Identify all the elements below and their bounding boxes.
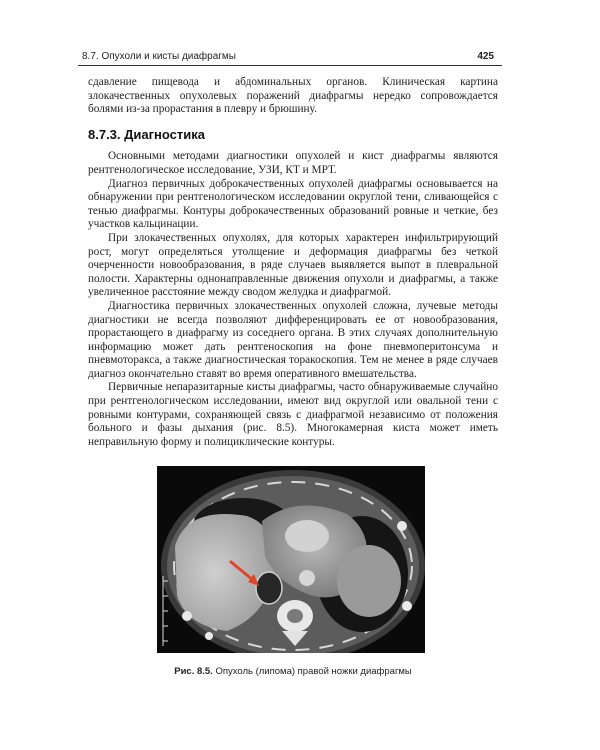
ct-scan-image	[157, 466, 425, 653]
ct-scan-figure	[157, 466, 425, 653]
header-rule	[78, 65, 502, 66]
paragraph: Диагностика первичных злокачественных опухолей сложна, лучевые методы диагностики не всегда позволяют дифференцировать ее от новообразования, прорастающего в диафрагму из соседнего органа. В этих случаях дополнительную информацию может дать рентгеноскопия на фоне пневмоперитонсума и пневмоторакса, а также диагностическая торакоскопия. Тем не менее в ряде случаев диагноз окончательно ставят во время оперативного вмешательства.	[88, 299, 498, 380]
section-heading: 8.7.3. Диагностика	[88, 126, 205, 142]
figure-caption	[88, 666, 498, 677]
caption-label: Рис. 8.5.	[174, 666, 213, 677]
caption-text: Опухоль (липома) правой ножки диафрагмы	[212, 666, 412, 677]
page-number: 425	[477, 51, 494, 62]
running-header	[78, 49, 502, 65]
paragraph: Диагноз первичных доброкачественных опухолей диафрагмы основывается на обнаружении при рентгенологическом исследовании округлой тени, сливающейся с тенью диафрагмы. Контуры доброкачественных образований ровные и четкие, без участков кальцинации.	[88, 177, 498, 231]
paragraph: Первичные непаразитарные кисты диафрагмы, часто обнаруживаемые случайно при рентгенологическом исследовании, имеют вид округлой или овальной тени с ровными контурами, сохраняющей связь с диафрагмой независимо от положения больного и фазы дыхания (рис. 8.5). Многокамерная киста может иметь неправильную форму и полициклические контуры.	[88, 381, 498, 448]
intro-paragraph: сдавление пищевода и абдоминальных органов. Клиническая картина злокачественных опухолевых поражений диафрагмы нередко сопровождается болями из-за прорастания в плевру и брюшину.	[88, 76, 498, 116]
paragraph: Основными методами диагностики опухолей и кист диафрагмы являются рентгенологическое исследование, УЗИ, КТ и МРТ.	[88, 150, 498, 176]
header-section-title: 8.7. Опухоли и кисты диафрагмы	[82, 51, 236, 62]
body-text	[88, 76, 498, 449]
paragraph: При злокачественных опухолях, для которых характерен инфильтрирующий рост, могут определяться утолщение и деформация диафрагмы без четкой очерченности новообразования, в ряде случаев выявляется выпот в плевральной полости. Характерны однонаправленные движения опухоли и диафрагмы, а также увеличенное расстояние между сводом желудка и диафрагмой.	[88, 231, 498, 299]
